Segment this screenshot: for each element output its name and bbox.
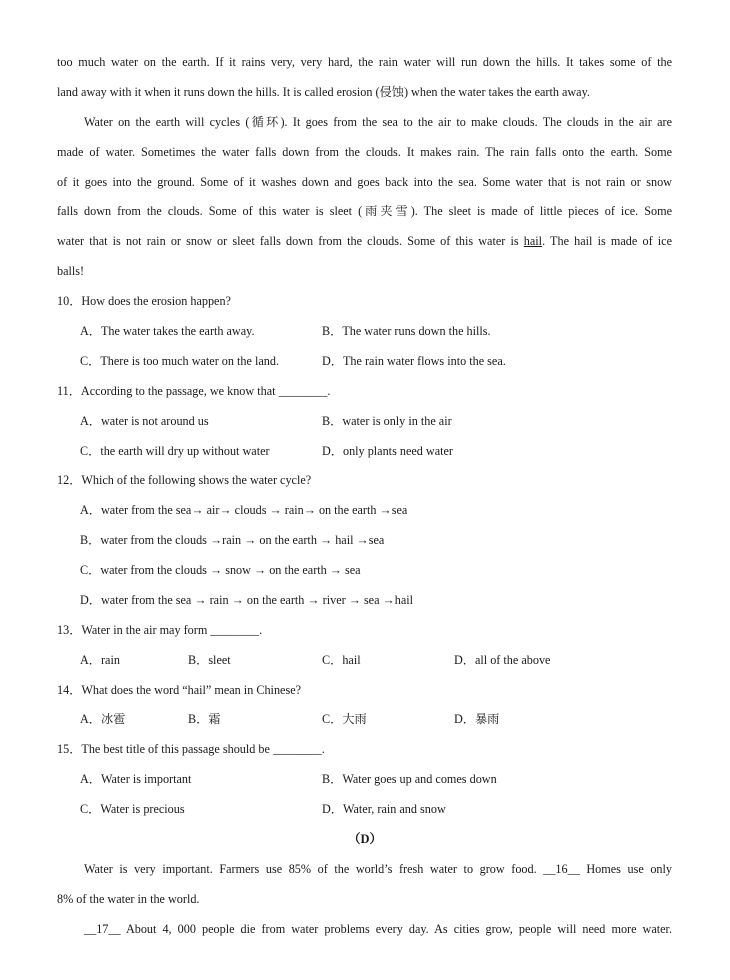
passage-line	[57, 231, 672, 251]
option-b[interactable]: B．sleet	[188, 653, 231, 667]
passage-text: Water is very important. Farmers use 85% of the world’s fresh water to grow food.	[84, 862, 544, 876]
option-b[interactable]: B．water is only in the air	[322, 414, 452, 428]
option-b[interactable]: B．water from the clouds →rain → on the earth → hail →sea	[80, 533, 385, 547]
passage-line	[84, 859, 672, 879]
option-a[interactable]: A．Water is important	[80, 772, 192, 786]
option-a[interactable]: A．water is not around us	[80, 414, 209, 428]
passage-line: falls down from the clouds. Some of this water is sleet (雨夹雪). The sleet is made of little pieces of ice. Some	[57, 204, 672, 218]
option-c[interactable]: C．the earth will dry up without water	[80, 444, 270, 458]
question-stem: 10．How does the erosion happen?	[57, 294, 231, 308]
passage-text: Homes use only	[579, 862, 672, 876]
passage-line: land away with it when it runs down the hills. It is called erosion (侵蚀) when the water takes the earth away.	[57, 85, 590, 99]
option-d[interactable]: D．暴雨	[454, 712, 500, 726]
option-b[interactable]: B．The water runs down the hills.	[322, 324, 491, 338]
passage-line: Water on the earth will cycles (循环). It goes from the sea to the air to make clouds. The clouds in the air are	[84, 115, 672, 129]
passage-text: About 4, 000 people die from water problems every day. As cities grow, people will need more water.	[120, 922, 672, 936]
question-stem: 14．What does the word “hail” mean in Chinese?	[57, 683, 302, 697]
passage-line: 8% of the water in the world.	[57, 892, 200, 906]
option-d[interactable]: D．The rain water flows into the sea.	[322, 354, 506, 368]
option-c[interactable]: C．water from the clouds → snow → on the earth → sea	[80, 563, 361, 577]
option-a[interactable]: A．rain	[80, 653, 120, 667]
option-d[interactable]: D．all of the above	[454, 653, 551, 667]
option-b[interactable]: B．霜	[188, 712, 221, 726]
passage-text: . The hail is made of ice	[542, 234, 672, 248]
option-c[interactable]: C．There is too much water on the land.	[80, 354, 280, 368]
option-a[interactable]: A．The water takes the earth away.	[80, 324, 255, 338]
section-title: （D）	[347, 832, 383, 846]
passage-text: water that is not rain or snow or sleet falls down from the clouds. Some of this water is	[57, 234, 524, 248]
option-b[interactable]: B．Water goes up and comes down	[322, 772, 497, 786]
question-stem: 13．Water in the air may form ________.	[57, 623, 263, 637]
option-a[interactable]: A．冰雹	[80, 712, 126, 726]
option-a[interactable]: A．water from the sea→ air→ clouds → rain→ on the earth →sea	[80, 503, 408, 517]
underlined-word-hail: hail	[523, 234, 543, 248]
blank-16[interactable]: __16__	[543, 862, 580, 876]
option-c[interactable]: C．大雨	[322, 712, 367, 726]
question-stem: 11．According to the passage, we know that ________.	[57, 384, 331, 398]
passage-line: balls!	[57, 264, 85, 278]
option-c[interactable]: C．Water is precious	[80, 802, 185, 816]
blank-17[interactable]: __17__	[84, 922, 121, 936]
option-d[interactable]: D．water from the sea → rain → on the earth → river → sea →hail	[80, 593, 414, 607]
option-c[interactable]: C．hail	[322, 653, 361, 667]
question-stem: 12．Which of the following shows the water cycle?	[57, 473, 312, 487]
option-d[interactable]: D．only plants need water	[322, 444, 453, 458]
passage-line: too much water on the earth. If it rains very, very hard, the rain water will run down the hills. It takes some of the	[57, 55, 672, 69]
option-d[interactable]: D．Water, rain and snow	[322, 802, 446, 816]
question-stem: 15．The best title of this passage should be ________.	[57, 742, 325, 756]
passage-line: made of water. Sometimes the water falls down from the clouds. It makes rain. The rain falls onto the earth. Some	[57, 145, 672, 159]
passage-line	[84, 919, 672, 939]
passage-line: of it goes into the ground. Some of it washes down and goes back into the sea. Some water that is not rain or snow	[57, 175, 672, 189]
